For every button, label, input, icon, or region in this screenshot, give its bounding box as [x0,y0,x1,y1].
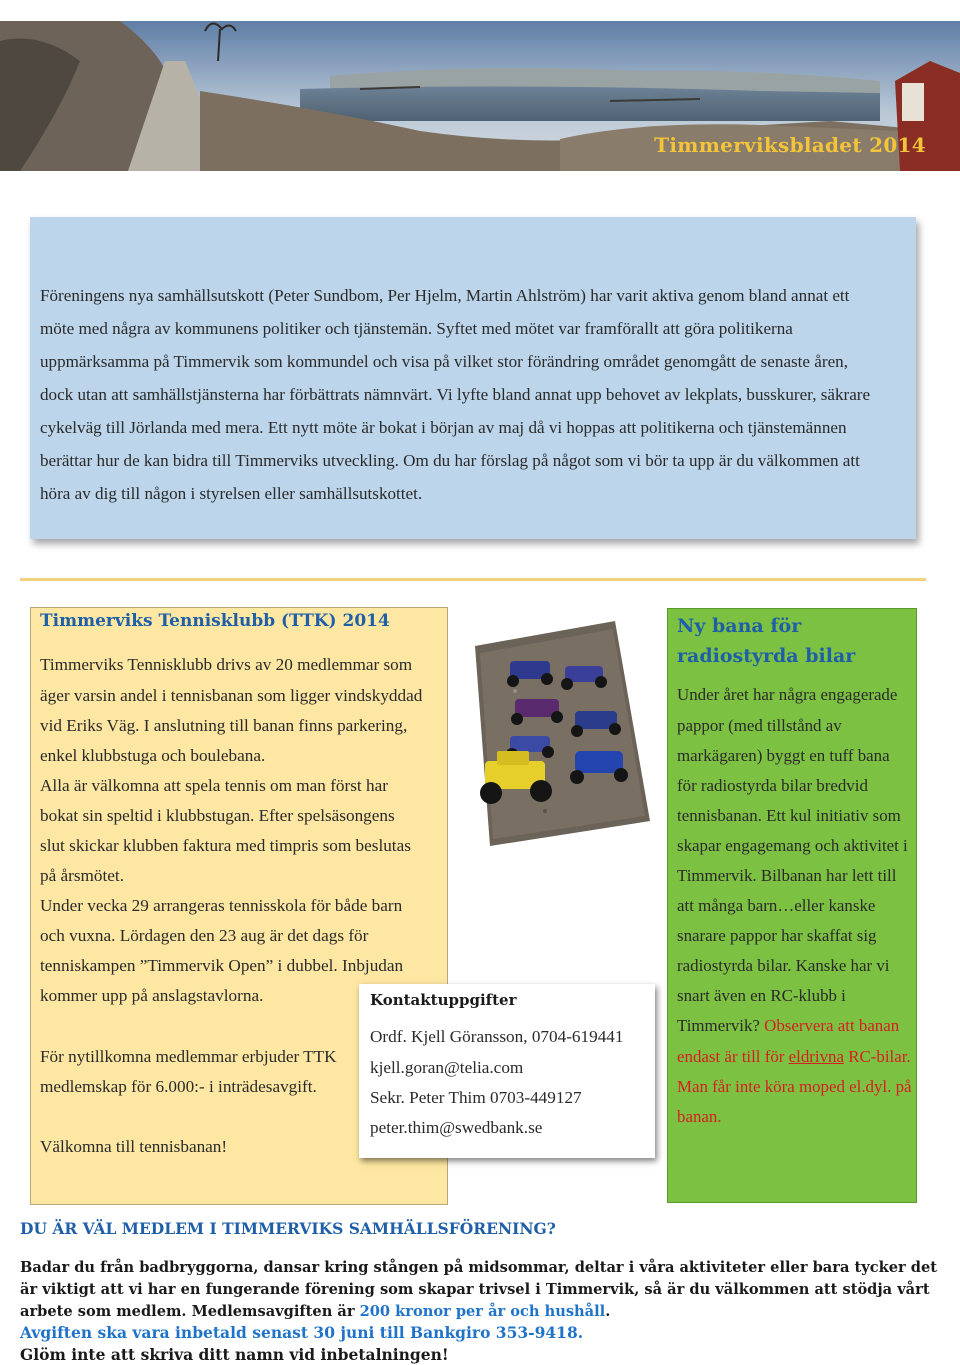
membership-text: Badar du från badbryggorna, dansar kring stången på midsommar, deltar i våra aktiviteter eller bara tycker det är viktigt att vi har en fungerande förening som skapar trivsel i Timmervik, så är du välkommen att stödja vårt arbete som medlem. Medlemsavgiften är 200 kronor per år och hushåll. Avgiften ska vara inbetald senast 30 juni till Bankgiro 353-9418. Glöm inte att skriva ditt namn vid inbetalningen! [20,1257,950,1365]
tennis-closing: Välkomna till tennisbanan! [40,1136,228,1156]
tennis-line: kommer upp på anslagstavlorna. [40,986,264,1006]
section-divider [20,578,926,581]
tennis-line: vid Eriks Väg. I anslutning till banan finns parkering, [40,715,408,735]
tennis-line: på årsmötet. [40,866,124,886]
tennis-title: Timmerviks Tennisklubb (TTK) 2014 [40,611,390,632]
tennis-line: Timmerviks Tennisklubb drivs av 20 medlemmar som [40,655,413,675]
rc-cars-photo [455,621,650,846]
meeting-line: dock utan att samhällstjänsterna har förbättrats nämnvärt. Vi lyfte bland annat upp behovet av lekplats, busskurer, säkrare [40,385,871,405]
rc-body: Under året har några engagerade pappor (med tillstånd av markägaren) byggt en tuff bana för radiostyrda bilar bredvid tennisbanan. Ett kul initiativ som skapar engagemang och aktivitet i Timmervik. Bilbanan har lett till att många barn…eller kanske snarare pappor har skaffat sig radiostyrda bilar. Kanske har vi snart även en RC-klubb i Timmervik? [677,685,908,1036]
contact-title: Kontaktuppgifter [370,991,517,1010]
payment-reminder: Glöm inte att skriva ditt namn vid inbetalningen! [20,1344,449,1364]
rc-text [677,680,913,1131]
tennis-line: slut skickar klubben faktura med timpris som beslutas [40,836,411,855]
tennis-line: Under vecka 29 arrangeras tennisskola för både barn [40,896,403,916]
secretary-contact: Sekr. Peter Thim 0703-449127 [370,1087,582,1107]
tennis-line: tenniskampen ”Timmervik Open” i dubbel. Inbjudan [40,956,404,976]
meeting-text [40,279,910,510]
tennis-line: och vuxna. Lördagen den 23 aug är det dags för [40,926,369,946]
tennis-line: bokat sin speltid i klubbstugan. Efter spelsäsongens [40,805,395,825]
rc-title: Ny bana för radiostyrda bilar [677,615,856,668]
meeting-line: uppmärksamma på Timmervik som kommundel och visa på vilket stor förändring området genomgått de senaste åren, [40,352,848,372]
header-banner-photo [0,21,960,171]
contact-box [359,984,655,1158]
contact-details [370,1022,623,1142]
meeting-line: berättar hur de kan bidra till Timmerviks utveckling. Om du har förslag på något som vi bör ta upp är du välkommen att [40,451,860,471]
membership-heading: DU ÄR VÄL MEDLEM I TIMMERVIKS SAMHÄLLSFÖRENING? [20,1219,556,1239]
chairman-contact: Ordf. Kjell Göransson, 0704-619441 [370,1027,624,1047]
payment-deadline: Avgiften ska vara inbetald senast 30 juni till Bankgiro 353-9418. [20,1323,584,1343]
meeting-line: Föreningens nya samhällsutskott (Peter Sundbom, Per Hjelm, Martin Ahlström) har varit aktiva genom bland annat ett [40,286,850,306]
membership-fee: 200 kronor per år och hushåll [359,1302,606,1320]
eldrivna-link: eldrivna [788,1046,844,1066]
membership-body: Badar du från badbryggorna, dansar kring stången på midsommar, deltar i våra aktiviteter eller bara tycker det är viktigt att vi har en fungerande förening som skapar trivsel i Timmervik, så är du välkommen att stödja vårt arbete som medlem. Medlemsavgiften är [20,1259,937,1320]
tennis-line: äger varsin andel i tennisbanan som ligger vindskyddad [40,685,423,705]
tennis-line: medlemskap för 6.000:- i inträdesavgift. [40,1076,317,1096]
meeting-line: möte med några av kommunens politiker och tjänstemän. Syftet med mötet var framförallt att göra politikerna [40,319,793,339]
meeting-line: cykelväg till Jörlanda med mera. Ett nytt möte är bokat i början av maj då vi hoppas att politikerna och tjänstemännen [40,418,847,438]
tennis-line: För nytillkomna medlemmar erbjuder TTK [40,1046,337,1066]
newsletter-title: Timmerviksbladet 2014 [654,133,926,158]
chairman-email: kjell.goran@telia.com [370,1057,524,1077]
secretary-email: peter.thim@swedbank.se [370,1117,543,1137]
meeting-line: höra av dig till någon i styrelsen eller samhällsutskottet. [40,484,423,504]
rc-warning: Observera att banan endast är till för eldrivna RC-bilar. Man får inte köra moped el.dyl. på banan. [677,1016,912,1126]
tennis-line: enkel klubbstuga och boulebana. [40,745,266,765]
tennis-line: Alla är välkomna att spela tennis om man först har [40,775,388,795]
